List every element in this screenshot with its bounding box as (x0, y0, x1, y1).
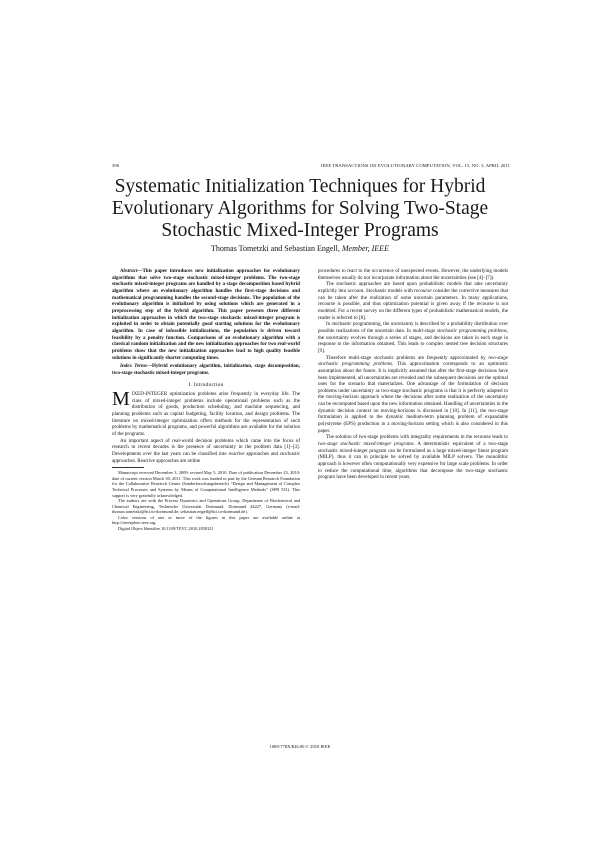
footnote-authors: The authors are with the Process Dynamics and Operations Group, Department of Biochemical and Chemical Engineering, Technische Universität Dortmund, Dortmund 44227, Germany (e-mail: thomas.tometzki@bci.tu-dortmund.de; sebastian.engell@bci.tu-dortmund.de). (112, 498, 300, 515)
author-names: Thomas Tometzki and Sebastian Engell, (211, 244, 340, 253)
right-p5-tsmi: two-stage stochastic mixed-integer programs (318, 441, 414, 448)
right-p2-text-b: consider the corrective measures that can be taken after the realization of some uncertain parameters. In many applications, recourse is possible, and thus optimization potential is given away if the recourse is not modeled. For a recent survey on the different types of probabilistic mathematical models, the reader is referred to [8]. (318, 287, 508, 321)
abstract (112, 268, 300, 361)
index-terms-label: Index Terms (120, 363, 147, 370)
right-p3-text-a: In stochastic programming, the uncertainty is described by a probability distribution over possible realizations of the uncertain data. In (318, 321, 508, 334)
author-line (0, 244, 600, 253)
index-terms-text: —Hybrid evolutionary algorithm, initialization, stage decomposition, two-stage stochastic mixed-integer programs. (112, 363, 300, 376)
right-p5-text-b: . A deterministic equivalent of a two-stage stochastic mixed-integer program can be formulated as a large mixed-integer linear program (MILP), thus it can in principle be solved by available MILP solvers. The monolithic approach is however often computationally very expensive for large scale problems. In order to reduce the computational time, algorithms that decompose the two-stage stochastic program have been developed in recent years. (318, 441, 508, 481)
right-paragraph-2 (318, 281, 508, 321)
intro-p1-text: optimization problems arise frequently in everyday life. The class of mixed-integer problems include operational problems such as the distribution of goods, production scheduling, and machine sequencing, and planning problems such as capital budgeting, facility location, and design problems. The literature on mixed-integer optimization offers methods for the representation of such problems by mathematical programs, and powerful algorithms are available for the solution of the programs. (112, 391, 300, 438)
index-terms (112, 363, 300, 376)
right-p3-multistage: multi-stage stochastic programming problems (412, 327, 507, 334)
right-paragraph-1: procedures to react to the occurrence of unexpected events. However, the underlying models themselves usually do not incorporate information about the uncertainties (see [4]–[7]). (318, 268, 508, 281)
journal-header: IEEE TRANSACTIONS ON EVOLUTIONARY COMPUTATION, VOL. 15, NO. 3, APRIL 2011 (320, 163, 510, 168)
right-p2-text-a: The stochastic approaches are based upon probabilistic models that take uncertainty explicitly into account. Stochastic models with (318, 281, 508, 294)
right-paragraph-4 (318, 355, 508, 435)
right-paragraph-5 (318, 434, 508, 481)
section-heading-introduction: I. Introduction (188, 381, 224, 388)
page-number: 396 (112, 163, 120, 168)
intro-p2-text-c: approaches. Reactive approaches are online (112, 457, 201, 464)
intro-p2-reactive: reactive (228, 451, 245, 458)
right-p4-twostage: two-stage stochastic programming problems (318, 354, 508, 368)
footnote-manuscript: Manuscript received December 3, 2009; revised May 5, 2010. Date of publication December 23, 2010; date of current version March 30, 2011. This work was funded in part by the German Research Foundation for the Collaborative Research Center (Sonderforschungsbereich) “Design and Management of Complex Technical Processes and Systems by Means of Computational Intelligence Methods” (SFB 531). This support is very gratefully acknowledged. (112, 470, 300, 498)
abstract-label: Abstract (120, 268, 138, 274)
author-membership: Member, IEEE (341, 244, 389, 253)
footnote-rule (112, 467, 144, 468)
footnote-doi: Digital Object Identifier 10.1109/TEVC.2010.2058121 (118, 525, 214, 531)
footnote-color: Color versions of one or more of the figures in this paper are available online at http://ieeexplore.ieee.org. (112, 514, 300, 526)
right-p2-recourse: recourse (414, 287, 432, 294)
intro-paragraph-2 (112, 438, 300, 465)
intro-p2-text-b: approaches and (244, 451, 280, 458)
right-p4-text-b: . This approximation corresponds to an optimistic assumption about the future. It is implicitly assumed that after the first-stage decisions have been implemented, all uncertainties are revealed and the subsequent decisions are the optimal ones for the scenario that materializes. One advantage of the formulation of decision problems under uncertainty as two-stage stochastic programs is that it is perfectly adapted to the moving-horizon approach where the decisions after some realization of the uncertainty can be recomputed based upon the new information obtained. Handling of uncertainties in the dynamic decision context on moving-horizons is discussed in [10]. In [11], the two-stage formulation is applied to the dynamic medium-term planning problem of expandable polystyrene (EPS) production in a moving-horizon setting which is also considered in this paper. (318, 361, 508, 434)
title-line-3: Stochastic Mixed-Integer Programs (161, 220, 439, 241)
title-line-2: Evolutionary Algorithms for Solving Two-Stage (111, 198, 489, 219)
right-p5-text-a: The solution of two-stage problems with integrality requirements in the recourse leads to (326, 434, 508, 441)
footnotes (112, 470, 300, 531)
left-column (112, 268, 300, 531)
drop-cap: M (112, 388, 130, 411)
title-line-1: Systematic Initialization Techniques for Hybrid (114, 176, 486, 197)
paper-title (0, 176, 600, 242)
copyright-footer: 1089-778X/$26.00 © 2010 IEEE (269, 744, 331, 749)
intro-paragraph-1 (112, 388, 300, 438)
right-p4-text-a: Therefore multi-stage stochastic problems are frequently approximated by (326, 354, 489, 361)
abstract-text: —This paper introduces new initialization approaches for evolutionary algorithms that solve two-stage stochastic mixed-integer problems. The two-stage stochastic mixed-integer programs are handled by a stage decomposition based hybrid algorithm where an evolutionary algorithm handles the first-stage decisions and mathematical programming handles the second-stage decisions. The population of the evolutionary algorithm is initialized by using solutions which are generated in a preprocessing step of the hybrid algorithm. This paper presents three different initialization approaches in which the two-stage stochastic mixed-integer program is exploited in order to obtain potentially good starting solutions for the evolutionary algorithm. In case of infeasible initializations, the population is driven toward feasibility by a penalty function. Comparisons of an evolutionary algorithm with a classical random initialization and the new initialization approaches for two real-world problems show that the new initialization approaches lead to high quality feasible solutions in significantly shorter computing times. (112, 268, 300, 361)
intro-p2-text-a: An important aspect of real-world decision problems which came into the focus of research in recent decades is the presence of uncertainty in the problem data [1]–[3]. Developments over the last years can be classified into (112, 437, 300, 458)
right-paragraph-3 (318, 321, 508, 354)
right-column (318, 268, 508, 481)
right-p3-text-b: , the uncertainty evolves through a series of stages, and decisions are taken in each stage in response to the information obtained. This leads to complex nested tree decision structures [9]. (318, 327, 508, 354)
intro-lead: IXED-INTEGER (131, 391, 168, 398)
intro-p2-stochastic: stochastic (279, 451, 300, 458)
